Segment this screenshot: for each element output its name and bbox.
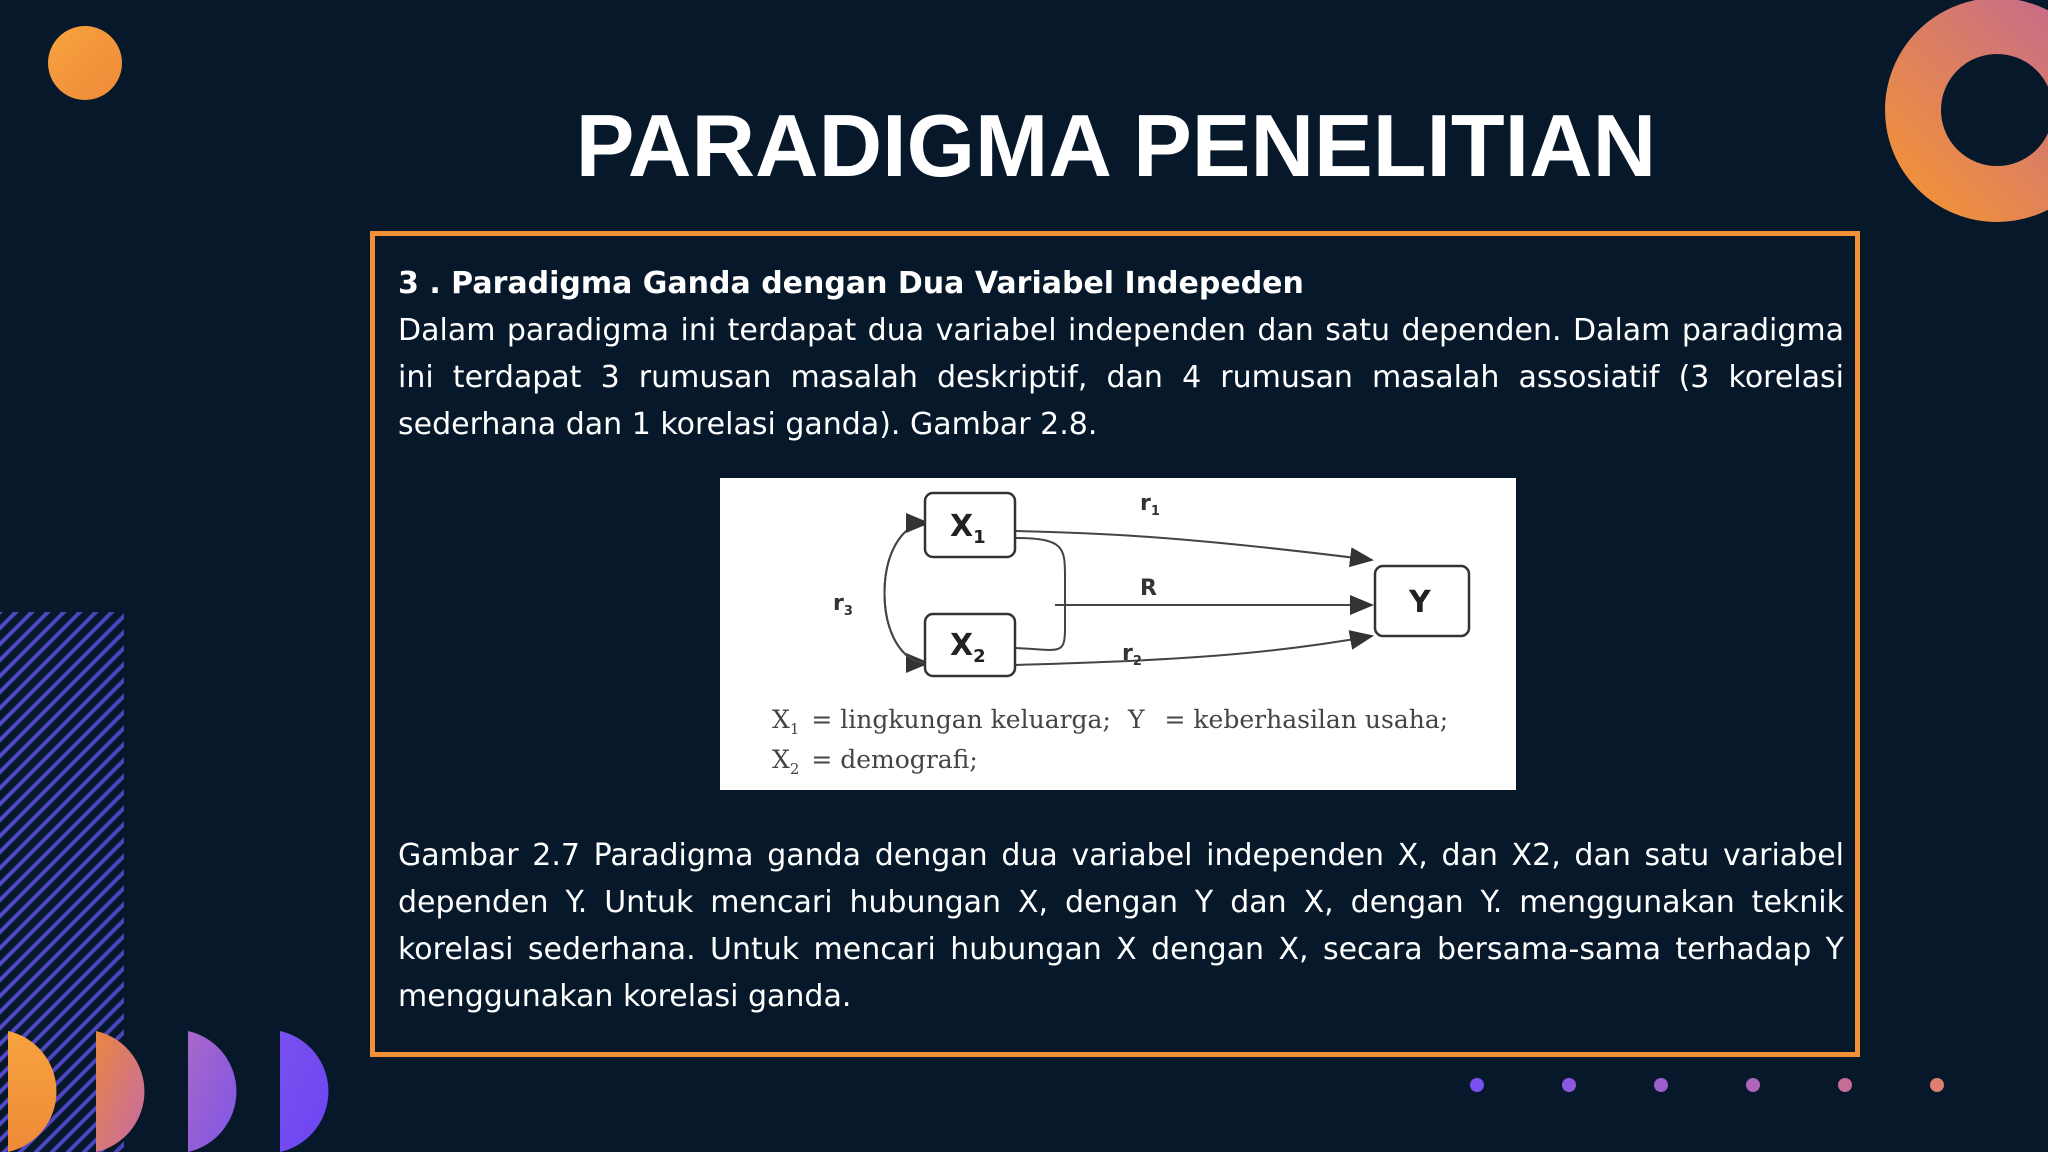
edge-r1	[1015, 531, 1372, 560]
slide-title: PARADIGMA PENELITIAN	[575, 96, 1657, 195]
edge-label-r3: $r_3$	[833, 591, 853, 619]
half-circles-decoration	[0, 1025, 360, 1152]
legend-x2: $X_2$ = demografi;	[772, 745, 978, 778]
edge-label-r1: $r_1$	[1140, 491, 1160, 519]
edge-r3-back	[885, 523, 929, 663]
node-x1-label: $X_1$	[950, 509, 986, 548]
edge-label-r2: $r_2$	[1122, 641, 1142, 669]
section-heading: 3 . Paradigma Ganda dengan Dua Variabel Indepeden	[398, 266, 1304, 301]
paradigm-diagram	[720, 478, 1516, 790]
edge-join	[1015, 538, 1065, 650]
dots-decoration	[1460, 1070, 1960, 1100]
legend-x1: $X_1$ = lingkungan keluarga;	[772, 705, 1111, 738]
content-box	[370, 231, 1860, 1057]
legend-y: Y = keberhasilan usaha;	[1128, 705, 1449, 734]
intro-paragraph: Dalam paradigma ini terdapat dua variabel independen dan satu dependen. Dalam paradigma ini terdapat 3 rumusan masalah deskriptif, dan 4 rumusan masalah assosiatif (3 korelasi sederhana dan 1 korelasi ganda). Gambar 2.8.	[398, 313, 1844, 442]
node-y-label: Y	[1409, 585, 1431, 620]
edge-r3	[885, 523, 929, 663]
edge-r2	[1015, 636, 1372, 665]
caption-paragraph: Gambar 2.7 Paradigma ganda dengan dua variabel independen X, dan X2, dan satu variabel dependen Y. Untuk mencari hubungan X, dengan Y dan X, dengan Y. menggunakan teknik korelasi sederhana. Untuk mencari hubungan X dengan X, secara bersama-sama terhadap Y menggunakan korelasi ganda.	[398, 838, 1844, 1014]
edge-label-R: R	[1140, 576, 1157, 601]
node-x2-label: $X_2$	[950, 628, 986, 667]
